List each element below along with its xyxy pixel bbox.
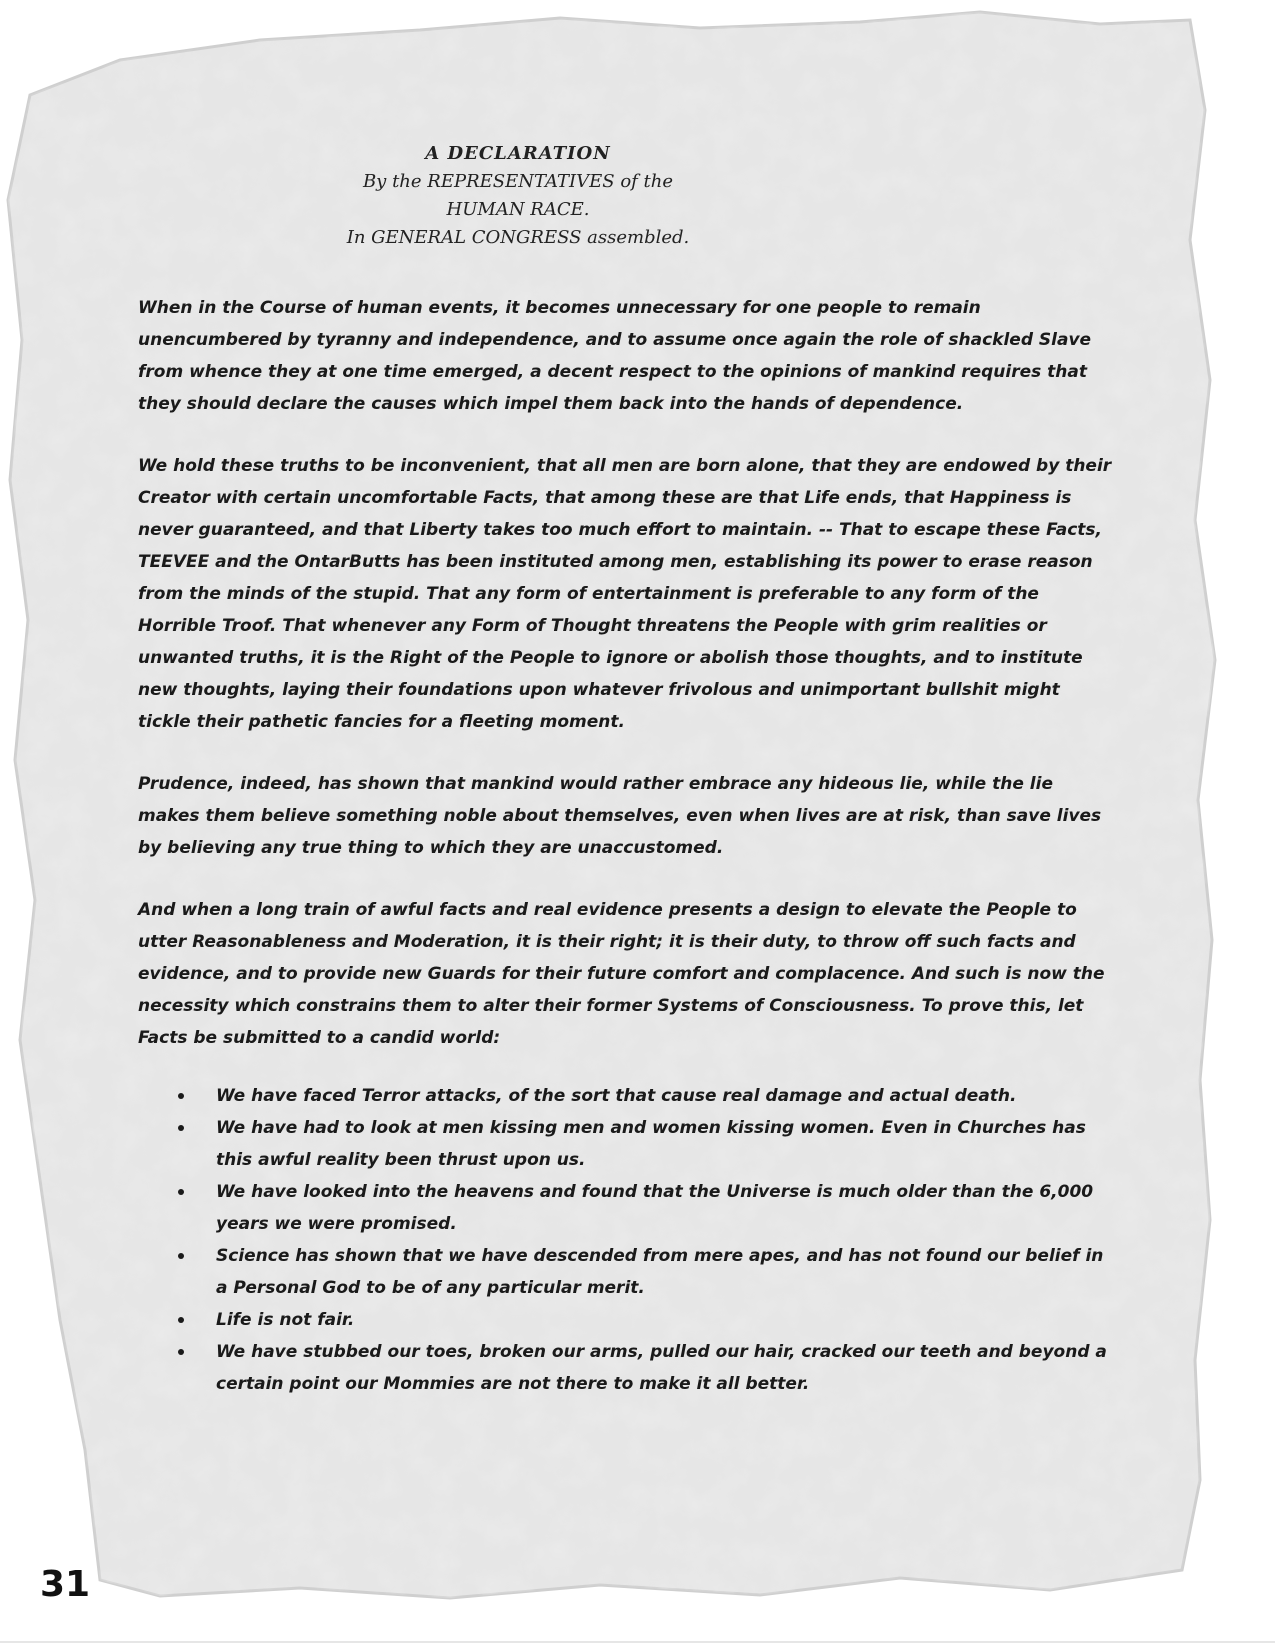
paragraph-truths: We hold these truths to be inconvenient, that all men are born alone, that they are endowed by their Creator with certain uncomfortable Facts, that among these are that Life ends, that Happiness is never guaranteed, and that Liberty takes too much effort to maintain. -- That to escape these Facts, TEEVEE and the OntarButts has been instituted among men, establishing its power to erase reason from the minds of the stupid. That any form of entertainment is preferable to any form of the Horrible Troof. That whenever any Form of Thought threatens the People with grim realities or unwanted truths, it is the Right of the People to ignore or abolish those thoughts, and to institute new thoughts, laying their foundations upon whatever frivolous and unimportant bullshit might tickle their pathetic fancies for a fleeting moment.: [138, 456, 1112, 732]
bullet-icon: [178, 1125, 184, 1131]
bullet-icon: [178, 1349, 184, 1355]
grievance-text: Science has shown that we have descended from mere apes, and has not found our belief in a Personal God to be of any particular merit.: [216, 1246, 1104, 1298]
heading-line-3: HUMAN RACE.: [446, 199, 590, 220]
paragraph-prudence: Prudence, indeed, has shown that mankind would rather embrace any hideous lie, while the lie makes them believe something noble about themselves, even when lives are at risk, than save lives by believing any true thing to which they are unaccustomed.: [138, 774, 1102, 858]
bullet-icon: [178, 1093, 184, 1099]
paragraph-preamble: When in the Course of human events, it becomes unnecessary for one people to remain unencumbered by tyranny and independence, and to assume once again the role of shackled Slave from whence they at one time emerged, a decent respect to the opinions of mankind requires that they should declare the causes which impel them back into the hands of dependence.: [138, 298, 1092, 414]
grievance-text: Life is not fair.: [216, 1310, 355, 1330]
declaration-heading: [268, 140, 768, 252]
paragraph-facts: And when a long train of awful facts and real evidence presents a design to elevate the People to utter Reasonableness and Moderation, it is their right; it is their duty, to throw off such facts and evidence, and to provide new Guards for their future comfort and complacence. And such is now the necessity which constrains them to alter their former Systems of Consciousness. To prove this, let Facts be submitted to a candid world:: [138, 900, 1105, 1048]
grievance-list: [138, 1080, 1118, 1400]
list-item: [178, 1176, 1118, 1240]
heading-line-2: By the REPRESENTATIVES of the: [362, 171, 674, 192]
grievance-text: We have stubbed our toes, broken our arms, pulled our hair, cracked our teeth and beyond a certain point our Mommies are not there to make it all better.: [216, 1342, 1107, 1394]
grievance-text: We have faced Terror attacks, of the sort that cause real damage and actual death.: [216, 1086, 1017, 1106]
list-item: [178, 1112, 1118, 1176]
bullet-icon: [178, 1317, 184, 1323]
grievance-text: We have looked into the heavens and found that the Universe is much older than the 6,000 years we were promised.: [216, 1182, 1094, 1234]
list-item: [178, 1080, 1118, 1112]
list-item: [178, 1304, 1118, 1336]
list-item: [178, 1336, 1118, 1400]
bullet-icon: [178, 1253, 184, 1259]
list-item: [178, 1240, 1118, 1304]
page-number: 31: [40, 1564, 91, 1605]
declaration-body: [138, 140, 1118, 1400]
heading-title: A DECLARATION: [425, 143, 611, 164]
bullet-icon: [178, 1189, 184, 1195]
grievance-text: We have had to look at men kissing men and women kissing women. Even in Churches has this awful reality been thrust upon us.: [216, 1118, 1086, 1170]
heading-line-4: In GENERAL CONGRESS assembled.: [346, 227, 690, 248]
